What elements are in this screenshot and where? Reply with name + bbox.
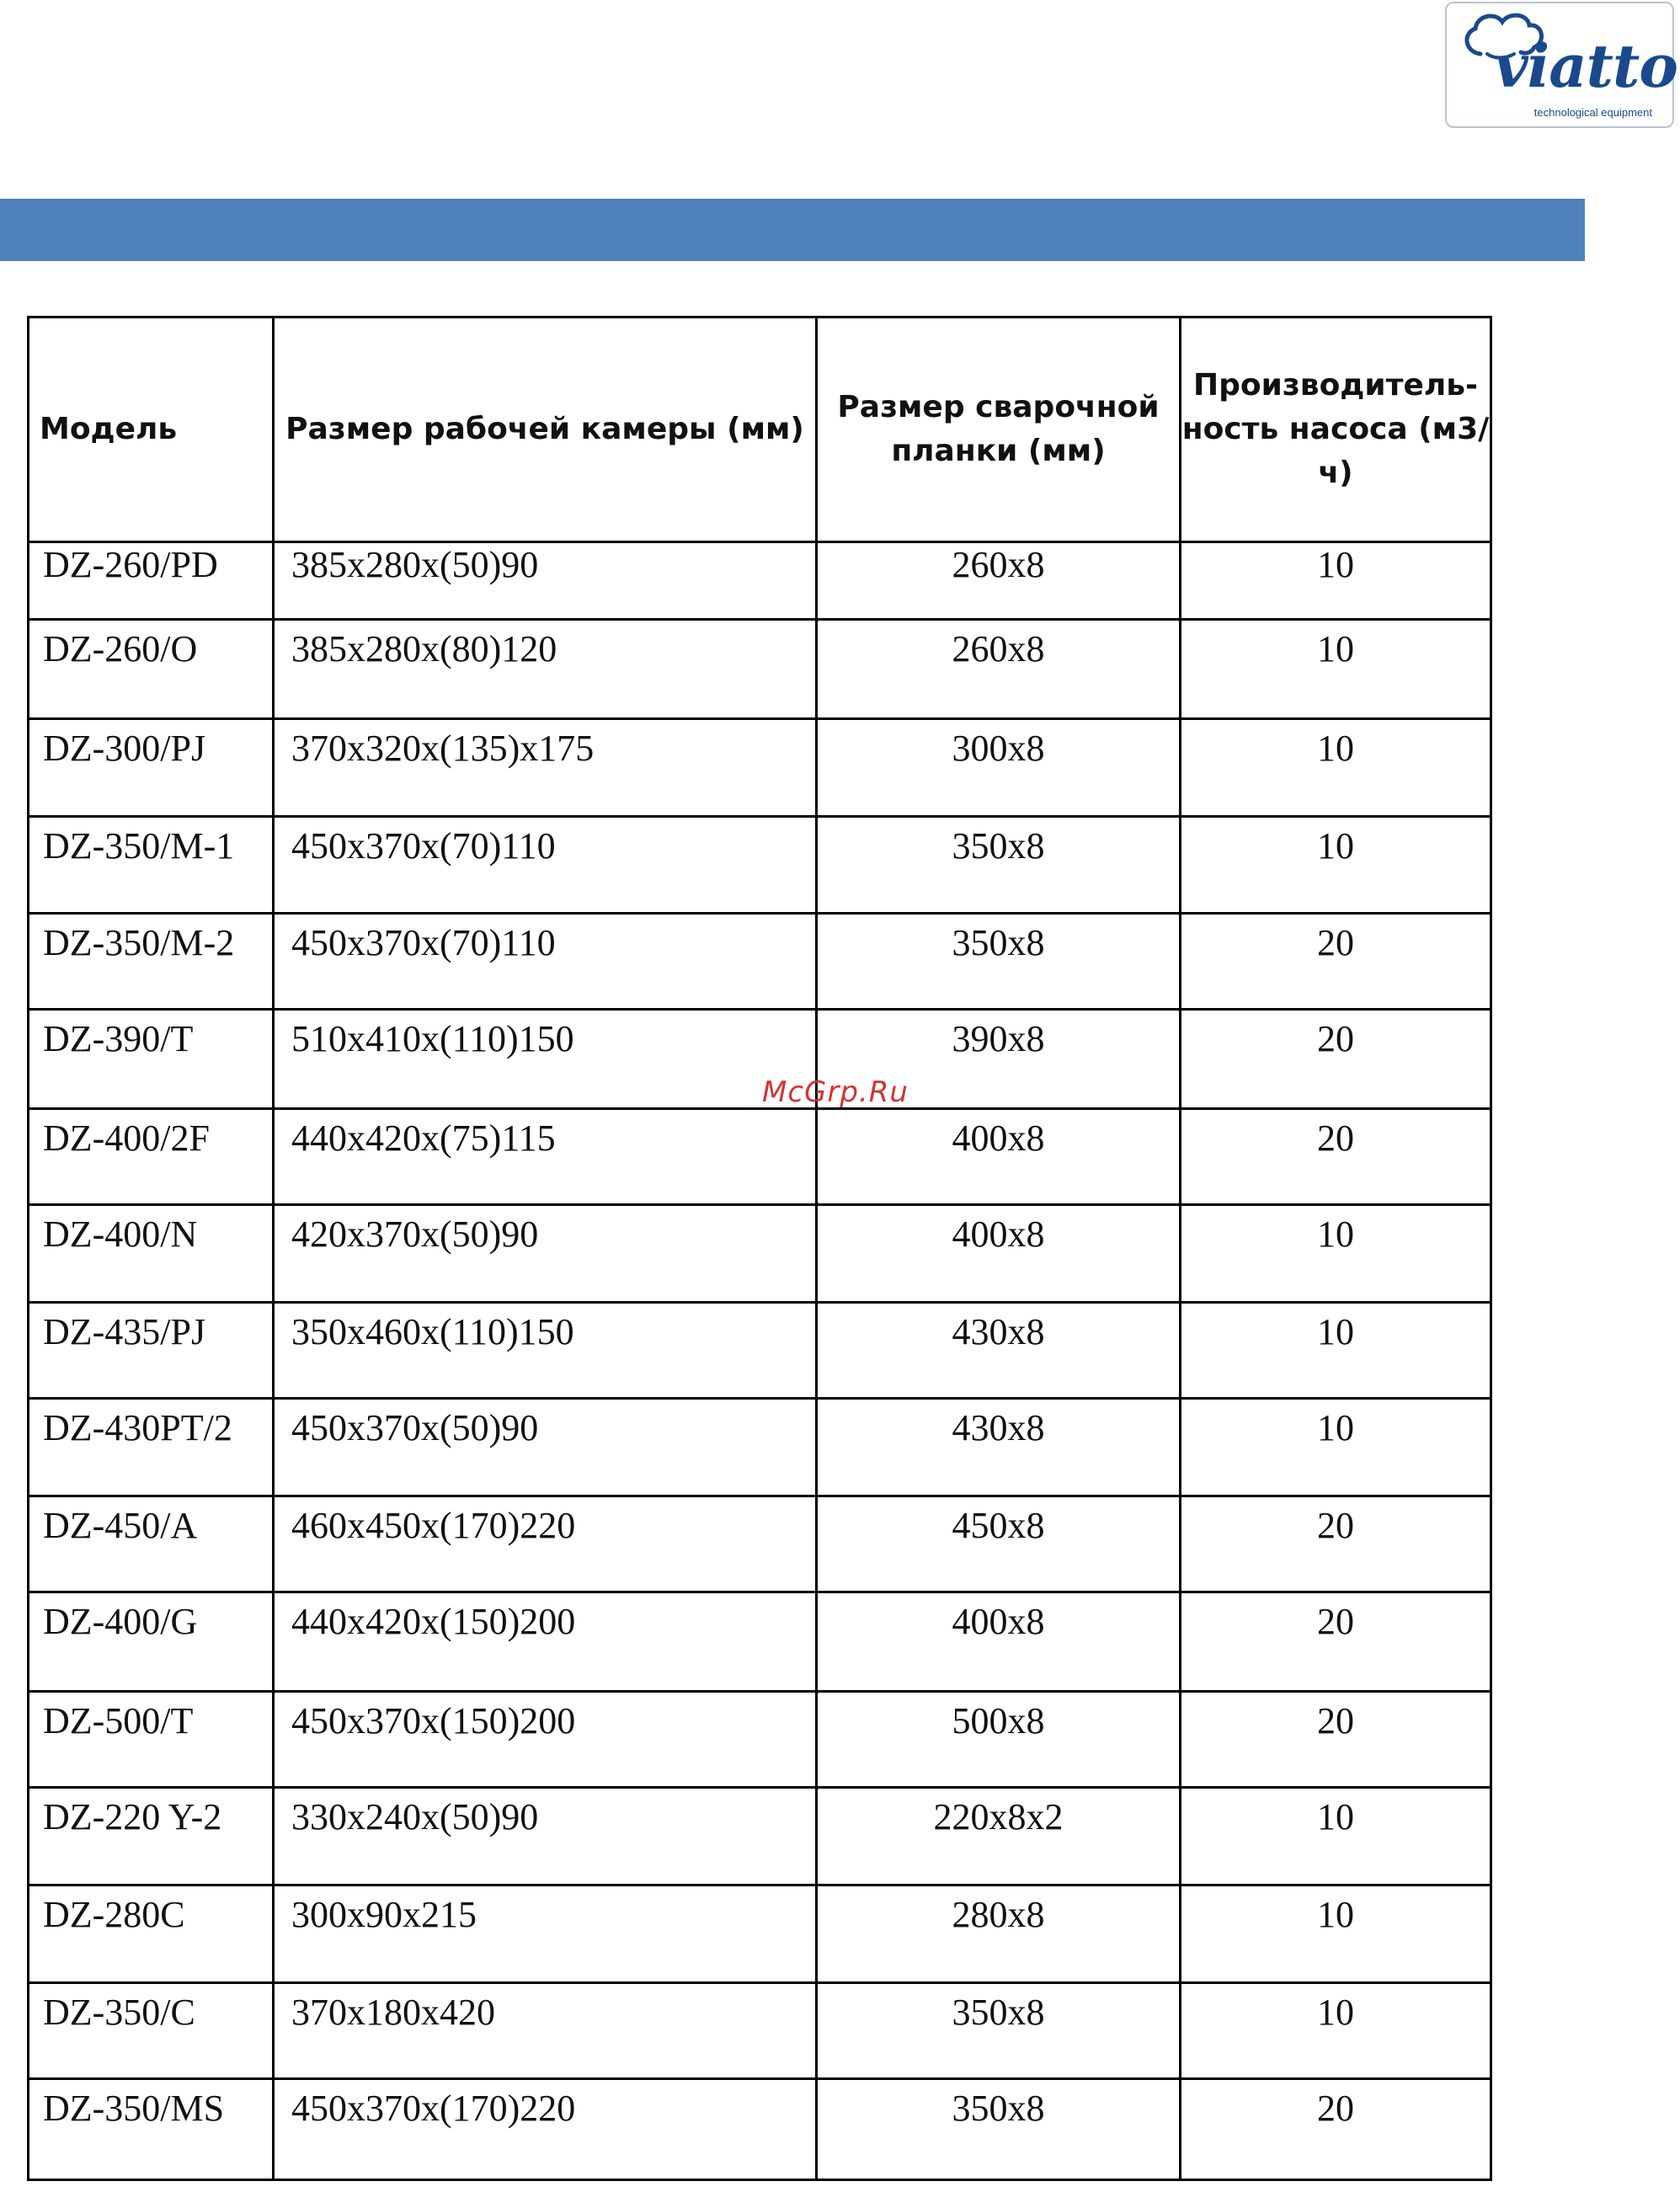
cell-bar-size: 430x8 xyxy=(817,1399,1181,1496)
cell-chamber-size: 420x370x(50)90 xyxy=(274,1205,817,1303)
cell-pump-capacity: 20 xyxy=(1181,914,1491,1010)
viatto-logo xyxy=(1445,2,1677,128)
cell-chamber-size: 300x90x215 xyxy=(274,1885,817,1983)
watermark: McGrp.Ru xyxy=(762,1075,909,1109)
cell-bar-size: 400x8 xyxy=(817,1109,1181,1205)
cell-chamber-size: 510x410x(110)150 xyxy=(274,1010,817,1109)
cell-chamber-size: 450x370x(70)110 xyxy=(274,817,817,914)
table-row xyxy=(29,914,1491,1010)
header-chamber-size: Размер рабочей камеры (мм) xyxy=(274,317,817,542)
cell-pump-capacity: 10 xyxy=(1181,1983,1491,2079)
table-row xyxy=(29,1496,1491,1592)
table-row xyxy=(29,1983,1491,2079)
cell-chamber-size: 450x370x(170)220 xyxy=(274,2079,817,2180)
cell-bar-size: 280x8 xyxy=(817,1885,1181,1983)
cell-model: DZ-430PT/2 xyxy=(29,1399,274,1496)
cell-pump-capacity: 10 xyxy=(1181,1303,1491,1399)
table-row xyxy=(29,1010,1491,1109)
cell-bar-size: 300x8 xyxy=(817,719,1181,817)
cell-model: DZ-500/T xyxy=(29,1692,274,1788)
cell-bar-size: 220x8x2 xyxy=(817,1788,1181,1885)
header-model: Модель xyxy=(29,317,274,542)
spec-table xyxy=(27,316,1492,2181)
cell-model: DZ-280C xyxy=(29,1885,274,1983)
cell-chamber-size: 450x370x(70)110 xyxy=(274,914,817,1010)
cell-pump-capacity: 20 xyxy=(1181,1692,1491,1788)
table-row xyxy=(29,2079,1491,2180)
table-header-row xyxy=(29,317,1491,542)
cell-model: DZ-350/M-1 xyxy=(29,817,274,914)
table-row xyxy=(29,1205,1491,1303)
table-row xyxy=(29,1592,1491,1692)
table-row xyxy=(29,719,1491,817)
table-row xyxy=(29,620,1491,719)
cell-pump-capacity: 10 xyxy=(1181,1788,1491,1885)
cell-bar-size: 400x8 xyxy=(817,1592,1181,1692)
cell-model: DZ-300/PJ xyxy=(29,719,274,817)
cell-pump-capacity: 10 xyxy=(1181,542,1491,620)
cell-bar-size: 390x8 xyxy=(817,1010,1181,1109)
cell-pump-capacity: 20 xyxy=(1181,1010,1491,1109)
table-row xyxy=(29,1399,1491,1496)
cell-chamber-size: 385x280x(80)120 xyxy=(274,620,817,719)
cell-pump-capacity: 10 xyxy=(1181,1205,1491,1303)
cell-bar-size: 350x8 xyxy=(817,1983,1181,2079)
cell-model: DZ-350/M-2 xyxy=(29,914,274,1010)
cell-pump-capacity: 10 xyxy=(1181,1399,1491,1496)
cell-model: DZ-220 Y-2 xyxy=(29,1788,274,1885)
logo-tagline: technological equipment xyxy=(1533,106,1652,119)
cell-chamber-size: 440x420x(75)115 xyxy=(274,1109,817,1205)
cell-model: DZ-400/2F xyxy=(29,1109,274,1205)
cell-bar-size: 350x8 xyxy=(817,914,1181,1010)
cell-chamber-size: 385x280x(50)90 xyxy=(274,542,817,620)
header-pump-capacity: Производитель-ность насоса (м3/ч) xyxy=(1181,317,1491,542)
header-bar-size: Размер сварочной планки (мм) xyxy=(817,317,1181,542)
cell-pump-capacity: 10 xyxy=(1181,620,1491,719)
cell-pump-capacity: 20 xyxy=(1181,1496,1491,1592)
cell-pump-capacity: 10 xyxy=(1181,817,1491,914)
cell-model: DZ-435/PJ xyxy=(29,1303,274,1399)
cell-bar-size: 430x8 xyxy=(817,1303,1181,1399)
cell-pump-capacity: 20 xyxy=(1181,1592,1491,1692)
cell-model: DZ-400/G xyxy=(29,1592,274,1692)
cell-model: DZ-260/O xyxy=(29,620,274,719)
cell-chamber-size: 440x420x(150)200 xyxy=(274,1592,817,1692)
cell-bar-size: 260x8 xyxy=(817,542,1181,620)
table-row xyxy=(29,1885,1491,1983)
table-row xyxy=(29,542,1491,620)
table-row xyxy=(29,1303,1491,1399)
cell-bar-size: 350x8 xyxy=(817,817,1181,914)
cell-model: DZ-350/MS xyxy=(29,2079,274,2180)
table-body xyxy=(29,542,1491,2180)
cell-model: DZ-400/N xyxy=(29,1205,274,1303)
table-row xyxy=(29,1692,1491,1788)
cell-chamber-size: 370x180x420 xyxy=(274,1983,817,2079)
logo-wordmark: viatto xyxy=(1494,31,1677,101)
cell-bar-size: 260x8 xyxy=(817,620,1181,719)
table-row xyxy=(29,1109,1491,1205)
cell-chamber-size: 350x460x(110)150 xyxy=(274,1303,817,1399)
cell-model: DZ-390/T xyxy=(29,1010,274,1109)
cell-pump-capacity: 10 xyxy=(1181,719,1491,817)
cell-model: DZ-350/C xyxy=(29,1983,274,2079)
section-banner xyxy=(0,199,1585,261)
cell-pump-capacity: 10 xyxy=(1181,1885,1491,1983)
cell-chamber-size: 450x370x(50)90 xyxy=(274,1399,817,1496)
cell-chamber-size: 370x320x(135)x175 xyxy=(274,719,817,817)
cell-chamber-size: 460x450x(170)220 xyxy=(274,1496,817,1592)
cell-pump-capacity: 20 xyxy=(1181,2079,1491,2180)
cell-model: DZ-260/PD xyxy=(29,542,274,620)
cell-bar-size: 350x8 xyxy=(817,2079,1181,2180)
cell-bar-size: 450x8 xyxy=(817,1496,1181,1592)
cell-model: DZ-450/A xyxy=(29,1496,274,1592)
table-row xyxy=(29,817,1491,914)
cell-chamber-size: 450x370x(150)200 xyxy=(274,1692,817,1788)
cell-chamber-size: 330x240x(50)90 xyxy=(274,1788,817,1885)
cell-bar-size: 400x8 xyxy=(817,1205,1181,1303)
cell-pump-capacity: 20 xyxy=(1181,1109,1491,1205)
table-row xyxy=(29,1788,1491,1885)
cell-bar-size: 500x8 xyxy=(817,1692,1181,1788)
